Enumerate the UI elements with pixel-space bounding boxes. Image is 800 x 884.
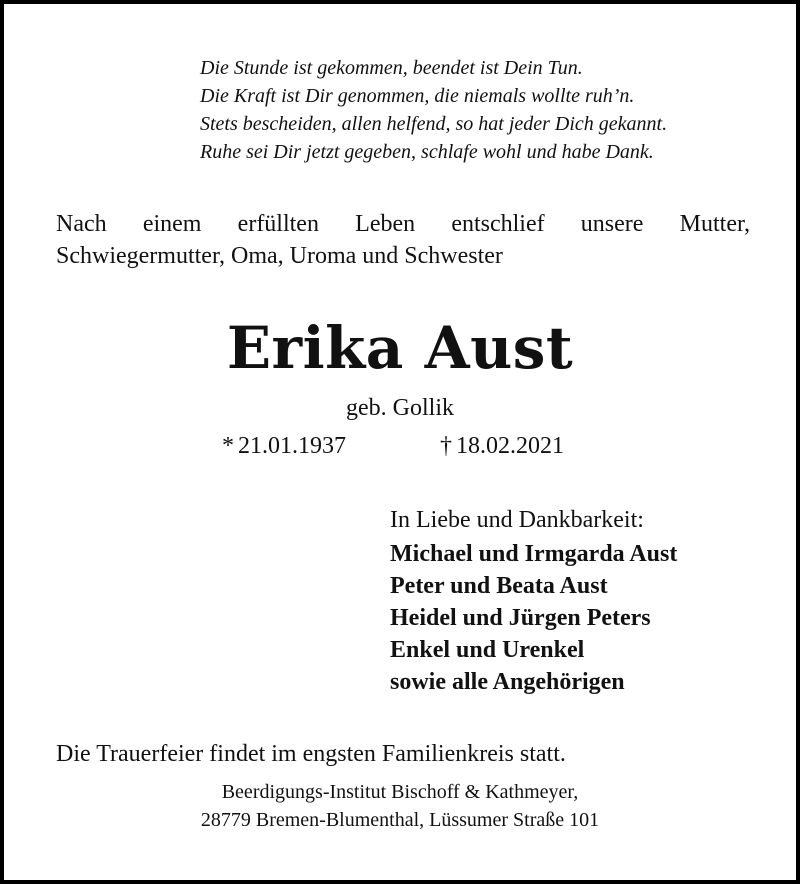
poem-line-2: Die Kraft ist Dir genommen, die niemals wollte ruh’n.	[200, 85, 635, 107]
undertaker-info	[4, 778, 796, 834]
mourner-2: Peter und Beata Aust	[390, 573, 608, 599]
mourner-5: sowie alle Angehörigen	[390, 669, 625, 695]
undertaker-name: Beerdigungs-Institut Bischoff & Kathmeyer,	[221, 781, 579, 803]
intro-line-2: Schwiegermutter, Oma, Uroma und Schwester	[56, 243, 503, 269]
funeral-note: Die Trauerfeier findet im engsten Familienkreis statt.	[56, 741, 566, 767]
undertaker-address: 28779 Bremen-Blumenthal, Lüssumer Straße 101	[200, 809, 600, 831]
mourners-intro: In Liebe und Dankbarkeit:	[390, 507, 644, 533]
mourner-3: Heidel und Jürgen Peters	[390, 605, 651, 631]
death-cross-icon: †	[440, 433, 452, 459]
mourner-4: Enkel und Urenkel	[390, 637, 585, 663]
mourner-1: Michael und Irmgarda Aust	[390, 541, 678, 567]
poem-line-4: Ruhe sei Dir jetzt gegeben, schlafe wohl und habe Dank.	[200, 141, 654, 163]
death-date-line	[440, 430, 564, 462]
poem-line-1: Die Stunde ist gekommen, beendet ist Dein Tun.	[200, 57, 583, 79]
birth-date-line	[222, 430, 346, 462]
birth-star-icon: *	[222, 433, 234, 459]
announcement-intro	[56, 208, 750, 272]
death-date: 18.02.2021	[456, 433, 564, 459]
memorial-poem	[200, 54, 667, 166]
deceased-name: Erika Aust	[226, 314, 574, 382]
birth-date: 21.01.1937	[238, 433, 346, 459]
poem-line-3: Stets bescheiden, allen helfend, so hat jeder Dich gekannt.	[200, 113, 668, 135]
intro-line-1: Nach einem erfüllten Leben entschlief unsere Mutter,	[56, 211, 750, 237]
mourners-block	[390, 504, 677, 698]
maiden-name: geb. Gollik	[346, 395, 454, 421]
